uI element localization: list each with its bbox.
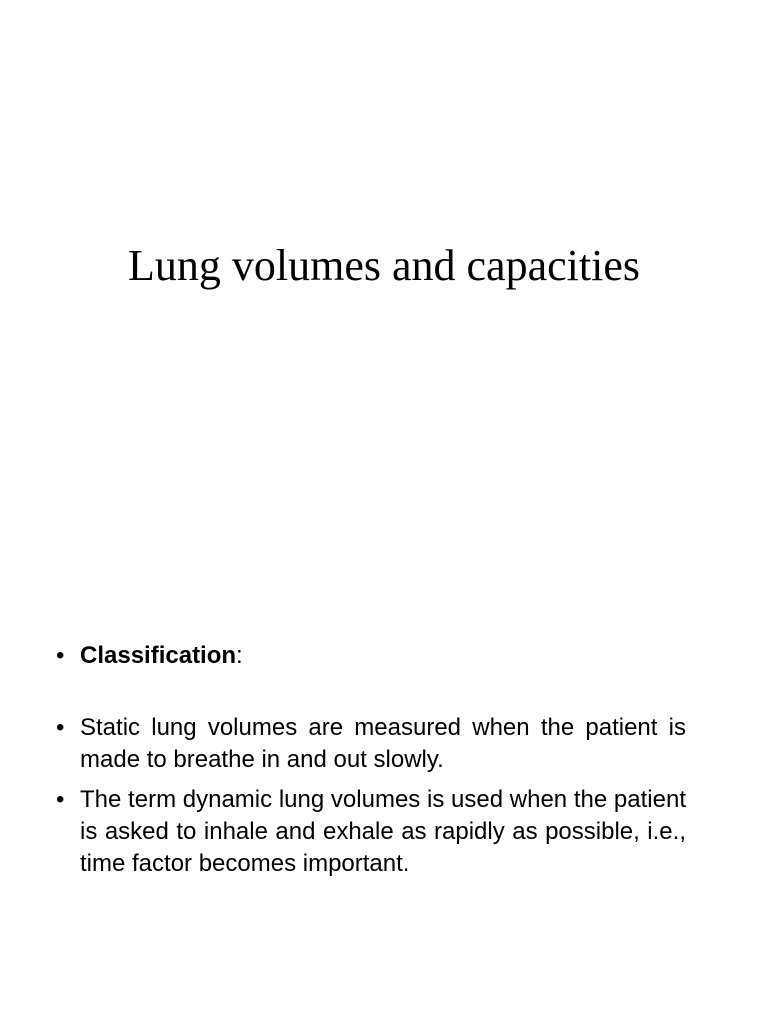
bullet-text-static: Static lung volumes are measured when the patient is made to breathe in and out slowly.	[80, 714, 686, 773]
bullet-text-dynamic: The term dynamic lung volumes is used when the patient is asked to inhale and exhale as rapidly as possible, i.e., time factor becomes important.	[80, 786, 686, 877]
bullet-static-volumes	[56, 712, 686, 776]
classification-colon: :	[236, 642, 243, 669]
bullet-marker: •	[56, 786, 65, 813]
bullet-list	[56, 640, 686, 888]
slide-title: Lung volumes and capacities	[128, 241, 640, 290]
classification-term: Classification	[80, 642, 237, 669]
bullet-marker: •	[56, 642, 65, 669]
bullet-classification	[56, 640, 686, 672]
bullet-dynamic-volumes	[56, 784, 686, 880]
bullet-marker: •	[56, 714, 65, 741]
